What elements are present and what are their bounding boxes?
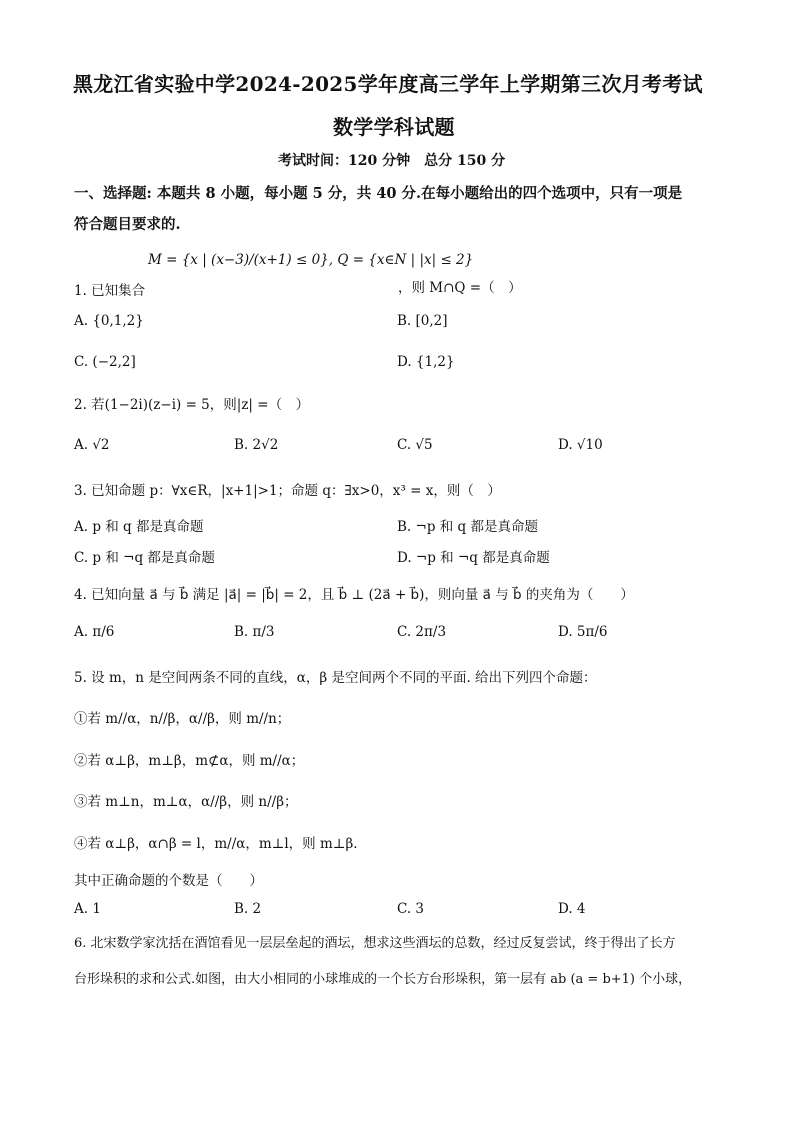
question-4-option-a: A. π/6 [74, 624, 115, 640]
question-1-prefix: 1. 已知集合 [74, 283, 146, 299]
question-4-option-b: B. π/3 [234, 624, 275, 640]
question-3-option-c: C. p 和 ¬q 都是真命题 [74, 550, 215, 566]
question-1-option-d: D. {1,2} [397, 354, 455, 370]
section-heading: 一、选择题: 本题共 8 小题，每小题 5 分，共 40 分.在每小题给出的四个选项中，只有一项是 [74, 185, 683, 202]
question-3-option-b: B. ¬p 和 q 都是真命题 [397, 519, 538, 535]
question-2-option-c: C. √5 [397, 437, 433, 453]
section-heading-cont: 符合题目要求的. [74, 216, 181, 233]
question-1-option-c: C. (−2,2] [74, 354, 136, 370]
question-4-option-c: C. 2π/3 [397, 624, 447, 640]
question-5-statement-1: ①若 m//α，n//β，α//β，则 m//n； [74, 711, 291, 727]
question-6-stem-line1: 6. 北宋数学家沈括在酒馆看见一层层垒起的酒坛，想求这些酒坛的总数，经过反复尝试，终于得出了长方 [74, 936, 676, 951]
question-5-statement-3: ③若 m⊥n，m⊥α，α//β，则 n//β； [74, 794, 298, 810]
exam-title-line2: 数学学科试题 [333, 115, 455, 139]
question-5-option-b: B. 2 [234, 901, 262, 917]
question-3-option-a: A. p 和 q 都是真命题 [74, 519, 204, 535]
question-5-option-d: D. 4 [558, 901, 586, 917]
question-5-stem: 5. 设 m，n 是空间两条不同的直线，α，β 是空间两个不同的平面. 给出下列四个命题： [74, 670, 597, 686]
question-2-option-b: B. 2√2 [234, 437, 279, 453]
question-4-option-d: D. 5π/6 [558, 624, 608, 640]
question-2-stem: 2. 若(1−2i)(z−i) = 5，则|z| =（ ） [74, 397, 310, 413]
question-5-statement-4: ④若 α⊥β，α∩β = l，m//α，m⊥l，则 m⊥β. [74, 836, 358, 852]
question-3-option-d: D. ¬p 和 ¬q 都是真命题 [397, 550, 550, 566]
question-1-sets: M = {x | (x−3)/(x+1) ≤ 0}, Q = {x∈N | |x| ≤ 2} [148, 252, 474, 268]
question-2-option-d: D. √10 [558, 437, 603, 453]
question-5-ask: 其中正确命题的个数是（ ） [74, 873, 263, 889]
exam-info: 考试时间：120 分钟 总分 150 分 [278, 153, 506, 169]
question-1-option-b: B. [0,2] [397, 313, 448, 329]
question-5-statement-2: ②若 α⊥β，m⊥β，m⊄α，则 m//α； [74, 753, 305, 769]
question-5-option-c: C. 3 [397, 901, 425, 917]
exam-title-line1: 黑龙江省实验中学2024-2025学年度高三学年上学期第三次月考考试 [73, 72, 703, 96]
question-5-option-a: A. 1 [74, 901, 101, 917]
question-1-option-a: A. {0,1,2} [74, 313, 144, 329]
question-4-stem: 4. 已知向量 a⃗ 与 b⃗ 满足 |a⃗| = |b⃗| = 2，且 b⃗ ⊥ (2a⃗ + b⃗)，则向量 a⃗ 与 b⃗ 的夹角为（ ） [74, 587, 634, 603]
question-1-suffix: ，则 M∩Q =（ ） [398, 280, 522, 296]
question-3-stem: 3. 已知命题 p：∀x∈R，|x+1|>1；命题 q：∃x>0，x³ = x，则（ ） [74, 483, 501, 499]
question-6-stem-line2: 台形垛积的求和公式.如图，由大小相同的小球堆成的一个长方台形垛积，第一层有 ab (a = b+1) 个小球， [74, 972, 692, 987]
question-2-option-a: A. √2 [74, 437, 110, 453]
